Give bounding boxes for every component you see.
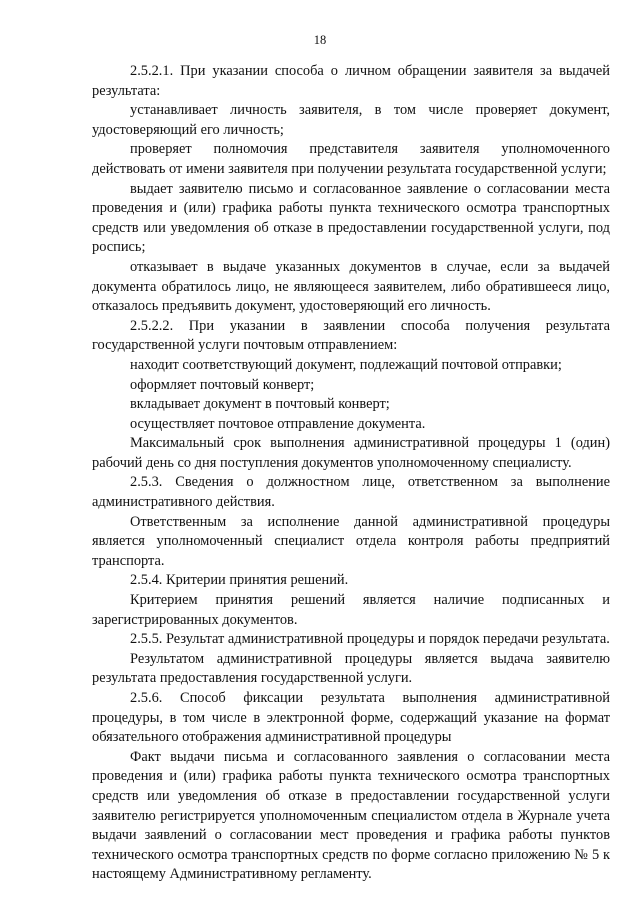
paragraph-2-5-2-1: 2.5.2.1. При указании способа о личном обращении заявителя за выдачей результата: bbox=[92, 63, 610, 99]
paragraph-mail-sending: осуществляет почтовое отправление документа. bbox=[130, 415, 426, 432]
paragraph-registration-fact: Факт выдачи письма и согласованного заявления о согласовании места проведения и (или) графика работы пункта технического осмотра транспортных средств или уведомления об отказе в предоставлении государственной услуги заявителю регистрируется уполномоченным специалистом отдела в Журнале учета выдачи заявлений о согласовании мест проведения и графика работы пунктов технического осмотра транспортных средств по форме согласно приложению № 5 к настоящему Административному регламенту. bbox=[92, 748, 610, 883]
paragraph-2-5-4: 2.5.4. Критерии принятия решений. bbox=[130, 572, 349, 589]
paragraph-2-5-2-2: 2.5.2.2. При указании в заявлении способа получения результата государственной услуги почтовым отправлением: bbox=[92, 317, 610, 354]
paragraph-find-document: находит соответствующий документ, подлежащий почтовой отправки; bbox=[130, 356, 562, 373]
paragraph-max-term: Максимальный срок выполнения административной процедуры 1 (один) рабочий день со дня поступления документов уполномоченному специалисту. bbox=[92, 435, 610, 471]
paragraph-2-5-3: 2.5.3. Сведения о должностном лице, ответственном за выполнение административного действия. bbox=[92, 474, 610, 511]
paragraph-2-5-6: 2.5.6. Способ фиксации результата выполнения административной процедуры, в том числе в электронной форме, содержащий указание на формат обязательного отображения административной процедуры bbox=[92, 690, 610, 746]
paragraph-insert-document: вкладывает документ в почтовый конверт; bbox=[130, 396, 390, 413]
paragraph-envelope: оформляет почтовый конверт; bbox=[130, 376, 315, 393]
document-body bbox=[92, 62, 610, 885]
page-number: 18 bbox=[313, 33, 327, 47]
paragraph-identity-check: устанавливает личность заявителя, в том числе проверяет документ, удостоверяющий его личность; bbox=[92, 102, 610, 138]
paragraph-issue-letter: выдает заявителю письмо и согласованное заявление о согласовании места проведения и (или) графика работы пункта технического осмотра транспортных средств или уведомления об отказе в предоставлении государственной услуги, под роспись; bbox=[92, 180, 610, 256]
paragraph-authority-check: проверяет полномочия представителя заявителя уполномоченного действовать от имени заявителя при получении результата государственной услуги; bbox=[92, 141, 610, 177]
paragraph-result: Результатом административной процедуры является выдача заявителю результата предоставления государственной услуги. bbox=[92, 650, 610, 687]
paragraph-refusal: отказывает в выдаче указанных документов в случае, если за выдачей документа обратилось лицо, не являющееся заявителем, либо обратившееся лицо, отказалось предъявить документ, удостоверяющий его личность. bbox=[92, 258, 610, 315]
paragraph-2-5-5: 2.5.5. Результат административной процедуры и порядок передачи результата. bbox=[130, 631, 610, 648]
paragraph-criterion: Критерием принятия решений является наличие подписанных и зарегистрированных документов. bbox=[92, 592, 610, 628]
paragraph-responsible: Ответственным за исполнение данной административной процедуры является уполномоченный специалист отдела контроля работы предприятий транспорта. bbox=[92, 513, 610, 569]
